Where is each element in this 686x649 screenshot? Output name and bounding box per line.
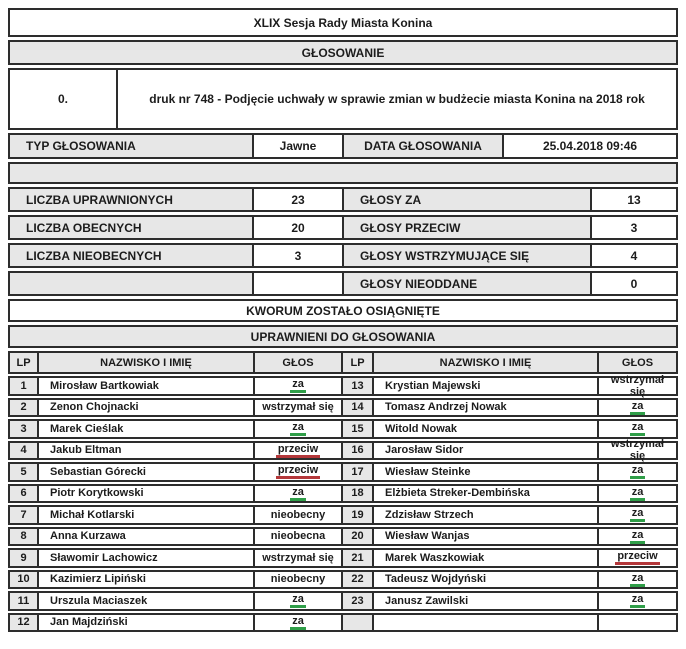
voting-report-document — [8, 8, 678, 632]
vote-value: za — [630, 572, 646, 587]
member-name-right: Wiesław Wanjas — [372, 529, 597, 545]
stats-label-right: GŁOSY NIEODDANE — [342, 273, 590, 294]
member-row — [8, 548, 678, 568]
member-name-right: Wiesław Steinke — [372, 464, 597, 480]
member-lp-left: 11 — [10, 593, 37, 609]
member-vote-right — [597, 572, 676, 588]
member-vote-left — [253, 464, 341, 480]
stats-section — [8, 187, 678, 296]
kworum-row — [8, 299, 678, 322]
member-row — [8, 591, 678, 611]
member-row — [8, 419, 678, 439]
member-name-right: Zdzisław Strzech — [372, 507, 597, 523]
member-name-right: Marek Waszkowiak — [372, 550, 597, 566]
stats-label-left: LICZBA NIEOBECNYCH — [10, 245, 252, 266]
vote-value: nieobecna — [270, 530, 326, 543]
uprawnieni-header: UPRAWNIENI DO GŁOSOWANIA — [10, 327, 676, 346]
member-lp-left: 1 — [10, 378, 37, 394]
member-vote-right — [597, 421, 676, 437]
member-lp-right: 17 — [341, 464, 372, 480]
member-lp-left: 4 — [10, 443, 37, 459]
member-row — [8, 570, 678, 590]
stats-value-left: 20 — [252, 217, 342, 238]
member-lp-left: 6 — [10, 486, 37, 502]
stats-label-right: GŁOSY ZA — [342, 189, 590, 210]
member-row — [8, 462, 678, 482]
motion-description: druk nr 748 - Podjęcie uchwały w sprawie zmian w budżecie miasta Konina na 2018 rok — [116, 70, 676, 128]
member-vote-right — [597, 438, 676, 463]
stats-label-left — [10, 273, 252, 294]
member-vote-right — [597, 464, 676, 480]
member-lp-right: 19 — [341, 507, 372, 523]
member-vote-right — [597, 486, 676, 502]
vote-date-value: 25.04.2018 09:46 — [502, 135, 676, 157]
member-lp-right: 13 — [341, 378, 372, 394]
vote-value: wstrzymał się — [610, 373, 665, 398]
member-vote-left — [253, 421, 341, 437]
stats-value-right: 13 — [590, 189, 676, 210]
member-lp-left: 7 — [10, 507, 37, 523]
member-lp-right — [341, 615, 372, 631]
member-name-right: Jarosław Sidor — [372, 443, 597, 459]
members-table-body — [8, 373, 678, 632]
member-lp-right: 23 — [341, 593, 372, 609]
vote-date-label: DATA GŁOSOWANIA — [342, 135, 502, 157]
member-row — [8, 613, 678, 633]
member-vote-left — [253, 572, 341, 588]
member-name-left: Anna Kurzawa — [37, 529, 253, 545]
column-header-vote-right: GŁOS — [597, 353, 676, 372]
glosowanie-header: GŁOSOWANIE — [10, 42, 676, 63]
member-name-right: Tomasz Andrzej Nowak — [372, 400, 597, 416]
vote-value: przeciw — [276, 464, 320, 479]
member-name-right: Witold Nowak — [372, 421, 597, 437]
vote-value: wstrzymał się — [262, 401, 334, 414]
vote-value: za — [630, 486, 646, 501]
member-name-right: Tadeusz Wojdyński — [372, 572, 597, 588]
spacer-row — [8, 162, 678, 184]
vote-value: za — [630, 593, 646, 608]
member-name-left: Kazimierz Lipiński — [37, 572, 253, 588]
column-header-vote-left: GŁOS — [253, 353, 341, 372]
session-title: XLIX Sesja Rady Miasta Konina — [253, 15, 433, 30]
member-vote-left — [253, 615, 341, 631]
vote-value: za — [290, 378, 306, 393]
member-vote-left — [253, 443, 341, 459]
member-row — [8, 505, 678, 525]
member-vote-right — [597, 400, 676, 416]
vote-value: za — [630, 421, 646, 436]
vote-value: nieobecny — [270, 573, 326, 586]
stats-row — [8, 243, 678, 268]
motion-row — [8, 68, 678, 130]
stats-value-right: 0 — [590, 273, 676, 294]
vote-type-value: Jawne — [252, 135, 342, 157]
vote-value: za — [630, 464, 646, 479]
member-row — [8, 373, 678, 398]
member-vote-right — [597, 373, 676, 398]
member-vote-right — [597, 550, 676, 566]
members-table-header — [8, 351, 678, 374]
member-lp-right: 14 — [341, 400, 372, 416]
stats-row — [8, 187, 678, 212]
vote-value: za — [290, 486, 306, 501]
member-lp-right: 22 — [341, 572, 372, 588]
column-header-lp-left: LP — [10, 353, 37, 372]
kworum-status: KWORUM ZOSTAŁO OSIĄGNIĘTE — [246, 303, 440, 318]
member-row — [8, 484, 678, 504]
member-vote-right — [597, 593, 676, 609]
stats-label-right: GŁOSY WSTRZYMUJĄCE SIĘ — [342, 245, 590, 266]
member-name-left: Piotr Korytkowski — [37, 486, 253, 502]
vote-value: za — [630, 507, 646, 522]
spacer-cell — [10, 164, 676, 182]
member-name-left: Sławomir Lachowicz — [37, 550, 253, 566]
member-lp-right: 16 — [341, 443, 372, 459]
vote-value: za — [290, 593, 306, 608]
member-name-left: Michał Kotlarski — [37, 507, 253, 523]
member-name-right: Janusz Zawilski — [372, 593, 597, 609]
member-name-left: Sebastian Górecki — [37, 464, 253, 480]
member-vote-right — [597, 615, 676, 631]
member-row — [8, 527, 678, 547]
member-lp-left: 2 — [10, 400, 37, 416]
vote-value: nieobecny — [270, 508, 326, 521]
member-lp-left: 10 — [10, 572, 37, 588]
member-lp-right: 18 — [341, 486, 372, 502]
member-vote-left — [253, 550, 341, 566]
member-name-left: Mirosław Bartkowiak — [37, 378, 253, 394]
member-vote-right — [597, 529, 676, 545]
member-name-right: Krystian Majewski — [372, 378, 597, 394]
stats-value-left — [252, 273, 342, 294]
glosowanie-header-row — [8, 40, 678, 65]
member-vote-left — [253, 529, 341, 545]
stats-value-left: 23 — [252, 189, 342, 210]
stats-row — [8, 271, 678, 296]
vote-meta-row — [8, 133, 678, 159]
member-name-left: Jakub Eltman — [37, 443, 253, 459]
vote-type-label: TYP GŁOSOWANIA — [10, 135, 252, 157]
member-name-left: Urszula Maciaszek — [37, 593, 253, 609]
member-lp-left: 12 — [10, 615, 37, 631]
uprawnieni-header-row — [8, 325, 678, 348]
stats-row — [8, 215, 678, 240]
member-name-left: Zenon Chojnacki — [37, 400, 253, 416]
member-lp-left: 9 — [10, 550, 37, 566]
member-lp-right: 20 — [341, 529, 372, 545]
column-header-name-right: NAZWISKO I IMIĘ — [372, 353, 597, 372]
session-title-row — [8, 8, 678, 37]
member-vote-left — [253, 593, 341, 609]
member-row — [8, 398, 678, 418]
member-vote-left — [253, 486, 341, 502]
member-lp-left: 8 — [10, 529, 37, 545]
member-vote-left — [253, 507, 341, 523]
stats-value-right: 3 — [590, 217, 676, 238]
member-vote-right — [597, 507, 676, 523]
member-row — [8, 438, 678, 463]
stats-label-left: LICZBA UPRAWNIONYCH — [10, 189, 252, 210]
vote-value: przeciw — [615, 550, 659, 565]
motion-number: 0. — [57, 92, 68, 106]
stats-value-right: 4 — [590, 245, 676, 266]
stats-value-left: 3 — [252, 245, 342, 266]
vote-value: za — [290, 421, 306, 436]
vote-value: wstrzymał się — [262, 551, 334, 564]
vote-value: za — [630, 529, 646, 544]
vote-value: przeciw — [276, 443, 320, 458]
member-name-right: Elżbieta Streker-Dembińska — [372, 486, 597, 502]
column-header-name-left: NAZWISKO I IMIĘ — [37, 353, 253, 372]
member-vote-left — [253, 400, 341, 416]
member-name-left: Jan Majdziński — [37, 615, 253, 631]
member-name-right — [372, 615, 597, 631]
vote-value: wstrzymał się — [610, 438, 665, 463]
member-lp-left: 5 — [10, 464, 37, 480]
member-lp-right: 15 — [341, 421, 372, 437]
member-name-left: Marek Cieślak — [37, 421, 253, 437]
member-lp-right: 21 — [341, 550, 372, 566]
vote-value: za — [290, 615, 306, 630]
column-header-lp-right: LP — [341, 353, 372, 372]
stats-label-left: LICZBA OBECNYCH — [10, 217, 252, 238]
member-lp-left: 3 — [10, 421, 37, 437]
member-vote-left — [253, 378, 341, 394]
stats-label-right: GŁOSY PRZECIW — [342, 217, 590, 238]
vote-value: za — [630, 400, 646, 415]
